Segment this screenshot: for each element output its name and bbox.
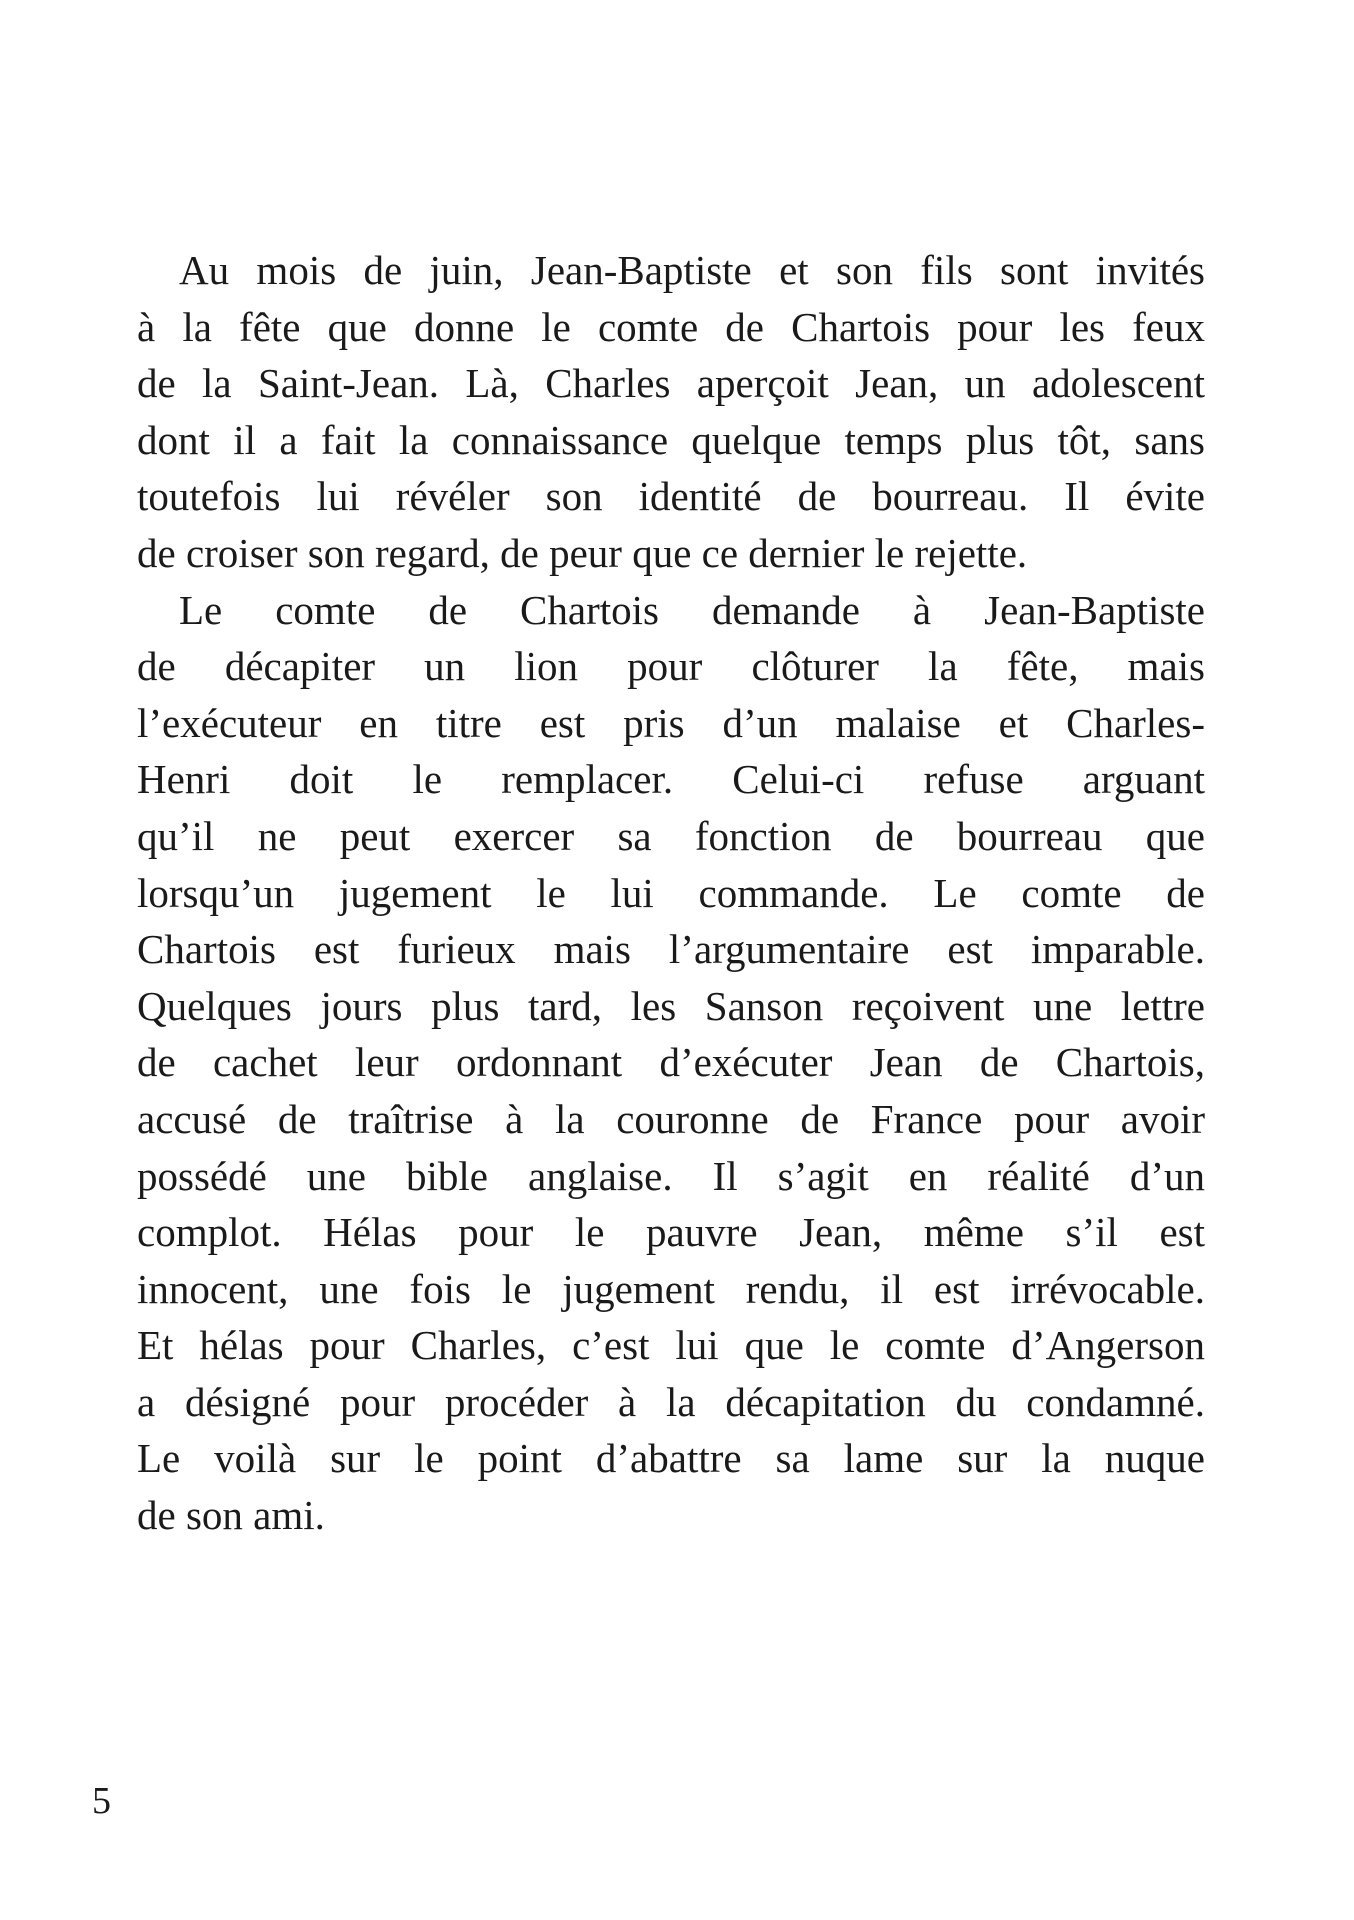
paragraph-2-line-12: complot. Hélas pour le pauvre Jean, même s’il est bbox=[137, 1209, 1205, 1256]
paragraph-2-line-11: possédé une bible anglaise. Il s’agit en réalité d’un bbox=[137, 1152, 1205, 1199]
paragraph-2-line-14: Et hélas pour Charles, c’est lui que le comte d’Angerson bbox=[137, 1322, 1205, 1369]
paragraph-1-line-3: de la Saint-Jean. Là, Charles aperçoit Jean, un adolescent bbox=[137, 360, 1205, 407]
paragraph-2-line-4: Henri doit le remplacer. Celui-ci refuse arguant bbox=[137, 756, 1205, 803]
paragraph-2-line-13: innocent, une fois le jugement rendu, il est irrévocable. bbox=[137, 1265, 1205, 1312]
paragraph-2-line-15: a désigné pour procéder à la décapitation du condamné. bbox=[137, 1378, 1205, 1425]
paragraph-1-line-5: toutefois lui révéler son identité de bourreau. Il évite bbox=[137, 473, 1205, 520]
paragraph-1-line-4: dont il a fait la connaissance quelque temps plus tôt, sans bbox=[137, 416, 1205, 463]
paragraph-2-line-9: de cachet leur ordonnant d’exécuter Jean de Chartois, bbox=[137, 1039, 1205, 1086]
paragraph-2-line-17: de son ami. bbox=[137, 1492, 325, 1539]
paragraph-2-line-7: Chartois est furieux mais l’argumentaire est imparable. bbox=[137, 926, 1205, 973]
paragraph-2-line-5: qu’il ne peut exercer sa fonction de bourreau que bbox=[137, 812, 1205, 859]
paragraph-2-line-6: lorsqu’un jugement le lui commande. Le comte de bbox=[137, 869, 1205, 916]
paragraph-2-line-3: l’exécuteur en titre est pris d’un malaise et Charles- bbox=[137, 699, 1205, 746]
page-number: 5 bbox=[92, 1780, 111, 1822]
paragraph-2-line-8: Quelques jours plus tard, les Sanson reçoivent une lettre bbox=[137, 982, 1205, 1029]
paragraph-2-line-1: Le comte de Chartois demande à Jean-Baptiste bbox=[179, 586, 1205, 633]
paragraph-1-line-6: de croiser son regard, de peur que ce dernier le rejette. bbox=[137, 529, 1028, 576]
paragraph-1-line-2: à la fête que donne le comte de Chartois pour les feux bbox=[137, 303, 1205, 350]
paragraph-1-line-1: Au mois de juin, Jean-Baptiste et son fils sont invités bbox=[179, 247, 1205, 293]
paragraph-2-line-2: de décapiter un lion pour clôturer la fête, mais bbox=[137, 643, 1205, 690]
body-text bbox=[137, 242, 1205, 1544]
paragraph-2-line-10: accusé de traîtrise à la couronne de France pour avoir bbox=[137, 1095, 1205, 1142]
paragraph-2-line-16: Le voilà sur le point d’abattre sa lame sur la nuque bbox=[137, 1435, 1205, 1482]
